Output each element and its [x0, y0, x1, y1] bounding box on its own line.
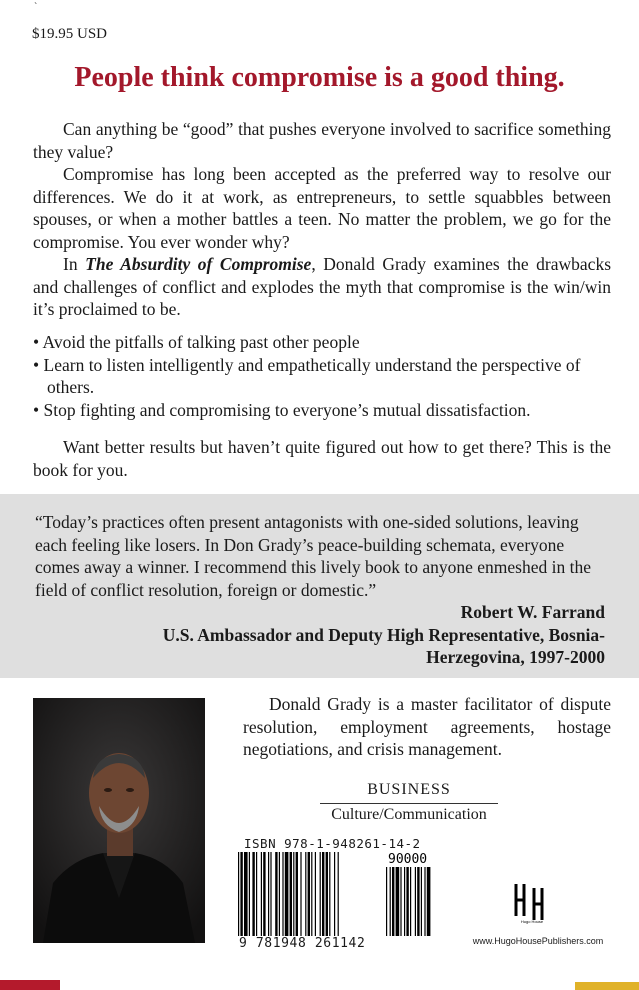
barcode-bar [386, 867, 387, 936]
barcode-bar [400, 867, 401, 936]
barcode-bar [285, 852, 289, 936]
red-corner-stripe [0, 980, 60, 990]
isbn-barcode [236, 852, 444, 936]
barcode-bar [293, 852, 294, 936]
barcode-bar [256, 852, 257, 936]
bullet-item: • Avoid the pitfalls of talking past other people [33, 332, 360, 352]
barcode-bar [252, 852, 254, 936]
author-bio: Donald Grady is a master facilitator of dispute resolution, employment agreements, hostage negotiations, and crisis management. [243, 694, 611, 759]
barcode-bar [421, 867, 422, 936]
paragraph-3-lead: In [63, 254, 86, 274]
bullet-item: • Stop fighting and compromising to everyone’s mutual dissatisfaction. [33, 399, 531, 420]
barcode-bar [240, 852, 242, 936]
headline: People think compromise is a good thing. [74, 62, 565, 93]
barcode-bar [270, 852, 271, 936]
price-label: $19.95 USD [32, 26, 108, 42]
barcode-bar [410, 867, 411, 936]
barcode-bar [334, 852, 335, 936]
barcode-bar [261, 852, 262, 936]
barcode-bar [296, 852, 298, 936]
barcode-bar [263, 852, 265, 936]
barcode-bar [396, 867, 400, 936]
subcategory-label: Culture/Communication [331, 806, 487, 823]
barcode-bar [268, 852, 269, 936]
category-label: BUSINESS [367, 781, 451, 798]
closing-paragraph: Want better results but haven’t quite figured out how to get there? This is the book for you. [33, 437, 611, 480]
barcode-bar [238, 852, 239, 936]
barcode-bar [290, 852, 292, 936]
isbn-number: ISBN 978-1-948261-14-2 [244, 836, 421, 851]
closing-text [33, 436, 611, 481]
barcode-bar [338, 852, 339, 936]
barcode-bar [279, 852, 280, 936]
barcode-bar [392, 867, 394, 936]
testimonial-author-title: U.S. Ambassador and Deputy High Representative, Bosnia-Herzegovina, 1997-2000 [162, 624, 605, 667]
barcode-bar [315, 852, 316, 936]
paragraph-2: Compromise has long been accepted as the preferred way to resolve our differences. We do it at work, as entrepreneurs, to settle squabbles between spouses, or when a mother battles a teen. No matter the problem, we go for the compromise. You ever wonder why? [33, 164, 611, 252]
author-photo [33, 698, 205, 943]
paragraph-1: Can anything be “good” that pushes everyone involved to sacrifice something they value? [33, 119, 611, 162]
svg-text:Hugo House: Hugo House [520, 919, 544, 924]
barcode-bar [424, 867, 425, 936]
barcode-bar [244, 852, 248, 936]
bullet-list [33, 331, 623, 421]
testimonial-attribution [155, 601, 605, 669]
corner-mark: ` [34, 2, 38, 13]
barcode-bar [404, 867, 405, 936]
publisher-logo-icon [512, 880, 552, 924]
paragraph-3 [33, 253, 611, 321]
description-body [33, 118, 611, 321]
barcode-bar [415, 867, 416, 936]
barcode-bar [282, 852, 283, 936]
category-divider [320, 803, 498, 804]
barcode-addon: 90000 [388, 852, 428, 867]
paragraph-3-rest: , Donald Grady examines the drawbacks and challenges of conflict and explodes the myth that compromise is the win/win it’s proclaimed to be. [33, 254, 611, 319]
publisher-url: www.HugoHousePublishers.com [472, 936, 604, 946]
gold-corner-stripe [575, 982, 639, 990]
barcode-bar [390, 867, 391, 936]
testimonial-author: Robert W. Farrand [460, 602, 605, 622]
barcode-bar [300, 852, 301, 936]
barcode-bar [320, 852, 321, 936]
barcode-bar [249, 852, 250, 936]
barcode-bar [308, 852, 310, 936]
barcode-bar [305, 852, 306, 936]
barcode-bar [275, 852, 277, 936]
bullet-item: • Learn to listen intelligently and empathetically understand the perspective of others. [33, 354, 581, 397]
barcode-bar [329, 852, 330, 936]
barcode-bar [417, 867, 419, 936]
testimonial-quote: “Today’s practices often present antagonists with one-sided solutions, leaving each feeling like losers. In Don Grady’s peace-building schemata, everyone comes away a winner. I recommend this lively book to anyone enmeshed in the field of conflict resolution, foreign or domestic.” [35, 512, 591, 600]
barcode-bar [406, 867, 408, 936]
barcode-bar [322, 852, 324, 936]
barcode-bar [427, 867, 431, 936]
barcode-digits: 9 781948 261142 [239, 936, 366, 951]
barcode-bar [326, 852, 328, 936]
book-title: The Absurdity of Compromise [85, 254, 312, 274]
barcode-bar [311, 852, 312, 936]
